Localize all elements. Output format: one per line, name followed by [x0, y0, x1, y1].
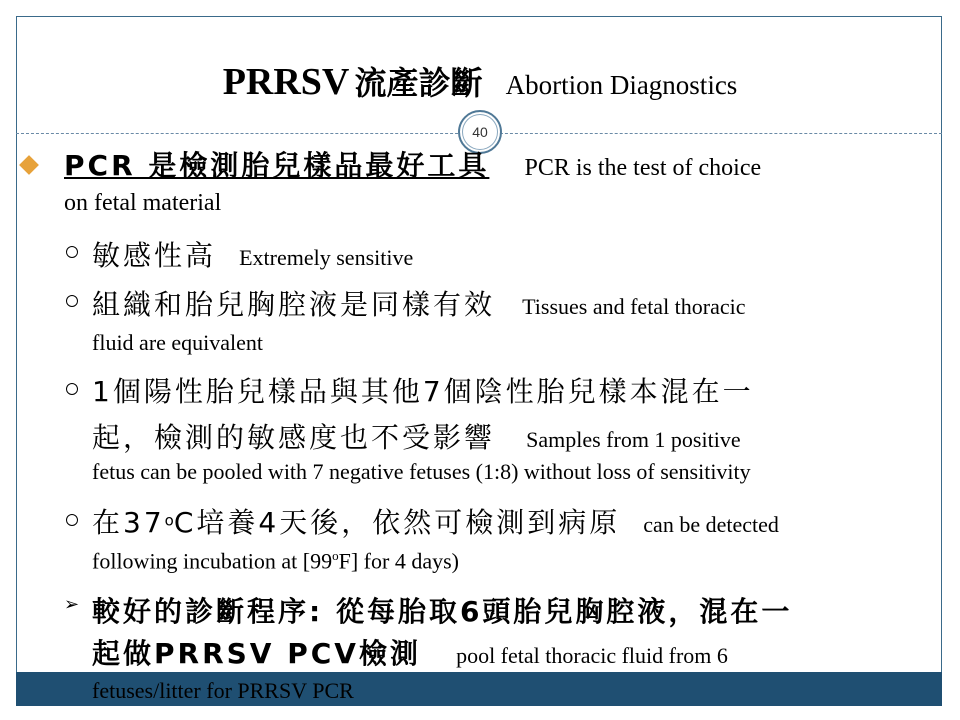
sub-point-4-english-degree: o [332, 548, 339, 563]
sub-point-1-english: Extremely sensitive [239, 245, 414, 270]
diamond-bullet-icon [19, 155, 39, 175]
sub-point-4-english-2-post: F] for 4 days) [338, 548, 459, 574]
circle-bullet-icon [66, 295, 78, 307]
recommendation-english-2: fetuses/litter for PRRSV PCR [92, 678, 354, 703]
recommendation-chinese-1: 較好的診斷程序: 從每胎取6頭胎兒胸腔液，混在一 [92, 595, 793, 628]
sub-point-1-chinese: 敏感性高 [92, 239, 217, 272]
page-number: 40 [458, 110, 502, 154]
arrow-bullet-icon: ➢ [64, 594, 80, 615]
sub-point-4-english-1: can be detected [643, 512, 779, 537]
main-point-line1 [64, 144, 761, 184]
sub-point-2-english-1: Tissues and fetal thoracic [522, 294, 746, 319]
main-point-english-2: on fetal material [64, 190, 222, 216]
circle-bullet-icon [66, 246, 78, 258]
main-point-english-1: PCR is the test of choice [524, 155, 762, 181]
circle-bullet-icon [66, 514, 78, 526]
recommendation-line2 [92, 632, 728, 672]
title-chinese: 流產診斷 [354, 64, 483, 102]
title-english: Abortion Diagnostics [505, 70, 738, 100]
sub-point-3-chinese-1: 1個陽性胎兒樣品與其他7個陰性胎兒樣本混在一 [92, 375, 754, 408]
sub-point-2-chinese: 組織和胎兒胸腔液是同樣有效 [92, 288, 496, 321]
sub-point-2-line1 [92, 283, 746, 323]
sub-point-4-english-2-pre: following incubation at [99 [92, 548, 333, 574]
sub-point-3-english-2: fetus can be pooled with 7 negative fetuses (1:8) without loss of sensitivity [92, 459, 751, 484]
sub-point-3-line2 [92, 416, 741, 456]
sub-point-1 [92, 234, 413, 274]
sub-point-4-english-2 [92, 548, 459, 574]
circle-bullet-icon [66, 383, 78, 395]
sub-point-4-chinese-pre: 在37 [92, 506, 165, 539]
main-point-chinese: PCR 是檢測胎兒樣品最好工具 [64, 149, 490, 182]
sub-point-3-english-1: Samples from 1 positive [526, 427, 741, 452]
sub-point-4-degree: o [164, 511, 174, 530]
sub-point-3-chinese-2: 起，檢測的敏感度也不受影響 [92, 421, 496, 454]
recommendation-chinese-2: 起做PRRSV PCV檢測 [92, 637, 421, 670]
sub-point-4-line1 [92, 501, 779, 541]
sub-point-2-english-2: fluid are equivalent [92, 330, 264, 355]
sub-point-4-chinese-post: C培養4天後，依然可檢測到病原 [173, 506, 621, 539]
title-main: PRRSV [222, 61, 350, 103]
recommendation-english-1: pool fetal thoracic fluid from 6 [456, 643, 728, 668]
